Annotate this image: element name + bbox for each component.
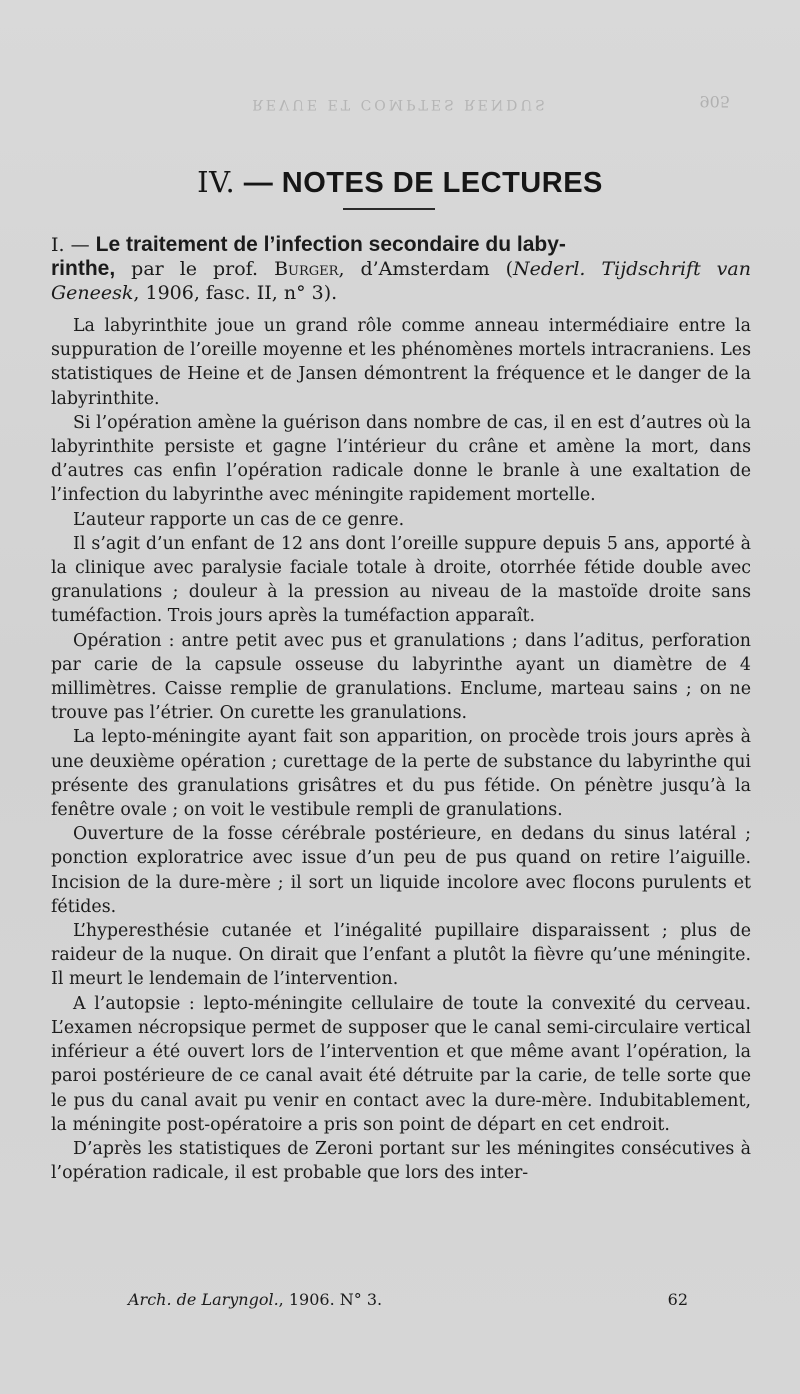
section-dash: — <box>243 167 274 199</box>
article-author: Burger <box>274 258 339 280</box>
article <box>51 233 751 1185</box>
article-number: I. — <box>51 234 90 256</box>
section-number: IV. <box>197 165 236 199</box>
paragraph: L’auteur rapporte un cas de ce genre. <box>73 509 405 530</box>
paragraph: L’hyperesthésie cutanée et l’inégalité pupillaire disparaissent ; plus de raideur de la nuque. On dirait que l’enfant a plutôt la fièvre qu’une méningite. Il meurt le lendemain de l’intervention. <box>51 921 751 990</box>
paragraph: D’après les statistiques de Zeroni portant sur les méningites consécutives à l’opération radicale, il est probable que lors des inter- <box>51 1138 751 1184</box>
page-footer <box>128 1290 688 1309</box>
paragraph: A l’autopsie : lepto-méningite cellulaire de toute la convexité du cerveau. L’examen nécropsique permet de supposer que le canal semi-circulaire vertical inférieur a été ouvert lors de l’intervention et que même avant l’opération, la paroi postérieure de ce canal avait été détruite par la carie, de telle sorte que le pus du canal avait pu venir en contact avec la dure-mère. Indubitablement, la méningite post-opératoire a pris son point de départ en cet endroit. <box>51 993 751 1135</box>
paragraph: La lepto-méningite ayant fait son apparition, on procède trois jours après à une deuxième opération ; curettage de la perte de substance du labyrinthe qui présente des granulations grisâtres et du pus fétide. On pénètre jusqu’à la fenêtre ovale ; on voit le vestibule rempli de granulations. <box>51 727 751 821</box>
article-title-cont: rinthe, <box>51 257 116 280</box>
footer-journal <box>128 1290 382 1309</box>
article-journal: Nederl. Tijdschrift van <box>513 258 751 280</box>
footer-journal-name: Arch. de Laryngol. <box>128 1290 279 1309</box>
section-title <box>0 165 800 200</box>
running-head-bleedthrough: REVUE ET COMPTES RENDUS <box>252 96 548 112</box>
paragraph: La labyrinthite joue un grand rôle comme anneau intermédiaire entre la suppuration de l’oreille moyenne et les phénomènes mortels intracraniens. Les statistiques de Heine et de Jansen démontrent la fréquence et le danger de la labyrinthite. <box>51 316 751 409</box>
article-heading <box>51 233 751 305</box>
folio-bleedthrough: 905 <box>699 92 730 111</box>
article-by: par le prof. <box>131 258 259 280</box>
article-ref: , 1906, fasc. II, n° 3). <box>133 282 338 304</box>
section-title-text: NOTES DE LECTURES <box>281 167 603 199</box>
article-place: , d’Amsterdam ( <box>338 258 513 280</box>
paragraph: Si l’opération amène la guérison dans nombre de cas, il en est d’autres où la labyrinthite persiste et gagne l’intérieur du crâne et amène la mort, dans d’autres cas enfin l’opération radicale donne le branle à une exaltation de l’infection du labyrinthe avec méningite rapidement mortelle. <box>51 412 751 506</box>
paragraph: Opération : antre petit avec pus et granulations ; dans l’aditus, perforation par carie de la capsule osseuse du labyrinthe ayant un diamètre de 4 millimètres. Caisse remplie de granulations. Enclume, marteau sains ; on ne trouve pas l’étrier. On curette les granulations. <box>51 630 751 724</box>
article-journal-cont: Geneesk <box>51 282 134 304</box>
paragraph: Ouverture de la fosse cérébrale postérieure, en dedans du sinus latéral ; ponction exploratrice avec issue d’un peu de pus quand on retire l’aiguille. Incision de la dure-mère ; il sort un liquide incolore avec flocons purulents et fétides. <box>51 824 751 917</box>
footer-signature-mark: 62 <box>667 1290 688 1309</box>
footer-issue: , 1906. N° 3. <box>278 1290 383 1309</box>
article-title: Le traitement de l’infection secondaire du laby- <box>95 233 566 256</box>
paragraph: Il s’agit d’un enfant de 12 ans dont l’oreille suppure depuis 5 ans, apporté à la clinique avec paralysie faciale totale à droite, otorrhée fétide double avec granulations ; douleur à la pression au niveau de la mastoïde droite sans tuméfaction. Trois jours après la tuméfaction apparaît. <box>51 533 751 627</box>
title-rule <box>343 208 435 210</box>
